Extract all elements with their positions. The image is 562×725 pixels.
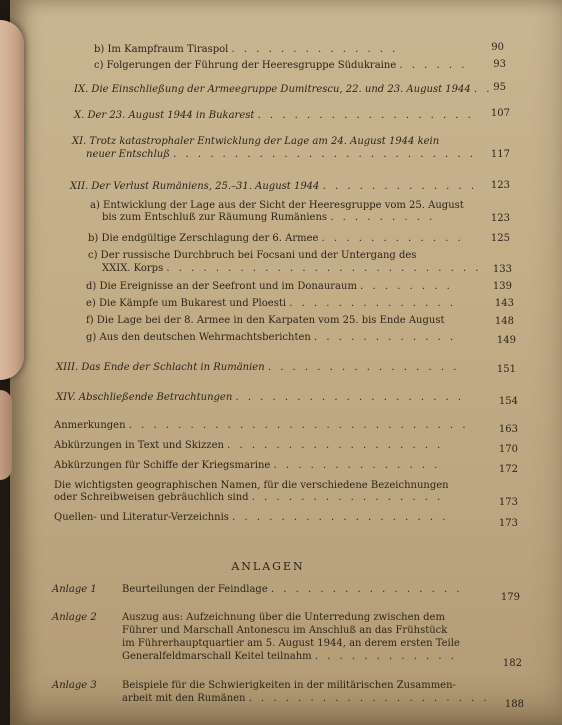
toc-line: g) Aus den deutschen Wehrmachtsberichten . . . . . . . . . . . . <box>86 332 457 343</box>
anlage-line: Führer und Marschall Antonescu im Anschluß an das Frühstück <box>122 625 448 636</box>
toc-page: 143 <box>494 298 514 309</box>
toc-line: d) Die Ereignisse an der Seefront und im Donauraum . . . . . . . . <box>86 281 453 292</box>
toc-line: b) Im Kampfraum Tiraspol . . . . . . . . . . . . . . <box>94 44 399 55</box>
toc-line: b) Die endgültige Zerschlagung der 6. Armee . . . . . . . . . . . . <box>88 233 464 244</box>
anlage-line: arbeit mit den Rumänen . . . . . . . . . . . . . . . . . . . . <box>122 693 490 704</box>
toc-page: 173 <box>498 497 518 508</box>
anlage-tag: Anlage 1 <box>52 584 97 595</box>
anlage-line: Beispiele für die Schwierigkeiten in der militärischen Zusammen- <box>122 680 456 691</box>
anlage-line: Generalfeldmarschall Keitel teilnahm . . . . . . . . . . . . <box>122 651 457 662</box>
toc-line: XII. Der Verlust Rumäniens, 25.–31. August 1944 . . . . . . . . . . . . . <box>70 181 478 192</box>
toc-line: X. Der 23. August 1944 in Bukarest . . . . . . . . . . . . . . . . . . <box>74 110 474 121</box>
toc-page: 173 <box>498 518 518 529</box>
book-page <box>10 0 562 725</box>
anlage-tag: Anlage 3 <box>52 680 97 691</box>
anlage-page: 182 <box>502 658 522 669</box>
toc-page: 90 <box>491 42 504 53</box>
finger-left <box>0 20 24 380</box>
toc-line: Abkürzungen für Schiffe der Kriegsmarine . . . . . . . . . . . . . . <box>54 460 441 471</box>
toc-line: Quellen- und Literatur-Verzeichnis . . . . . . . . . . . . . . . . . . <box>54 512 449 523</box>
toc-line: XI. Trotz katastrophaler Entwicklung der Lage am 24. August 1944 kein <box>72 136 440 147</box>
anlage-page: 179 <box>500 592 520 603</box>
toc-line: Abkürzungen in Text und Skizzen . . . . . . . . . . . . . . . . . . <box>54 440 444 451</box>
toc-line: c) Folgerungen der Führung der Heeresgruppe Südukraine . . . . . . <box>94 60 468 71</box>
toc-line: Anmerkungen . . . . . . . . . . . . . . . . . . . . . . . . . . . . <box>54 420 469 431</box>
anlage-line: Beurteilungen der Feindlage . . . . . . . . . . . . . . . . <box>122 584 463 595</box>
toc-page: 123 <box>490 213 510 224</box>
toc-line: c) Der russische Durchbruch bei Focsani und der Untergang des <box>88 250 417 261</box>
toc-line: XIV. Abschließende Betrachtungen . . . . . . . . . . . . . . . . . . . <box>56 392 465 403</box>
toc-page: 148 <box>494 316 514 327</box>
anlage-line: im Führerhauptquartier am 5. August 1944, an derem ersten Teile <box>122 638 460 649</box>
anlage-line: Auszug aus: Aufzeichnung über die Unterredung zwischen dem <box>122 612 445 623</box>
toc-line: bis zum Entschluß zur Räumung Rumäniens . . . . . . . . . <box>102 212 436 223</box>
toc-line: oder Schreibweisen gebräuchlich sind . . . . . . . . . . . . . . . . <box>54 492 444 503</box>
anlage-page: 188 <box>504 699 524 710</box>
toc-line: a) Entwicklung der Lage aus der Sicht der Heeresgruppe vom 25. August <box>90 200 464 211</box>
finger-left-lower <box>0 390 12 480</box>
toc-page: 172 <box>498 464 518 475</box>
toc-line: IX. Die Einschließung der Armeegruppe Dumitrescu, 22. und 23. August 1944 . . <box>74 84 493 95</box>
toc-page: 149 <box>496 335 516 346</box>
toc-line: e) Die Kämpfe um Bukarest und Ploesti . . . . . . . . . . . . . . <box>86 298 457 309</box>
toc-page: 133 <box>492 264 512 275</box>
toc-page: 170 <box>498 444 518 455</box>
toc-page: 95 <box>493 82 506 93</box>
anlagen-heading: ANLAGEN <box>231 560 305 573</box>
toc-page: 151 <box>496 364 516 375</box>
toc-page: 123 <box>490 180 510 191</box>
anlage-tag: Anlage 2 <box>52 612 97 623</box>
toc-line: neuer Entschluß . . . . . . . . . . . . . . . . . . . . . . . . . <box>86 149 476 160</box>
toc-line: XIII. Das Ende der Schlacht in Rumänien . . . . . . . . . . . . . . . . <box>56 362 460 373</box>
toc-page: 139 <box>492 281 512 292</box>
toc-page: 107 <box>490 108 510 119</box>
toc-line: Die wichtigsten geographischen Namen, für die verschiedene Bezeichnungen <box>54 480 449 491</box>
toc-page: 117 <box>490 149 510 160</box>
toc-page: 125 <box>490 233 510 244</box>
toc-page: 163 <box>498 424 518 435</box>
toc-line: XXIX. Korps . . . . . . . . . . . . . . . . . . . . . . . . . . <box>102 263 482 274</box>
toc-line: f) Die Lage bei der 8. Armee in den Karpaten vom 25. bis Ende August <box>86 315 445 326</box>
toc-page: 154 <box>498 396 518 407</box>
toc-page: 93 <box>493 59 506 70</box>
